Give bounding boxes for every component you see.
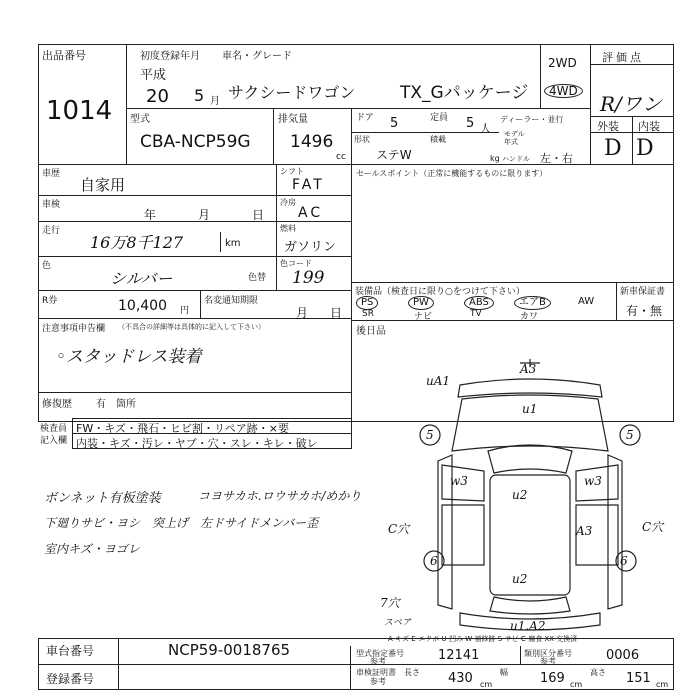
displacement-unit: cc	[336, 152, 346, 162]
class-no-sub: 参考	[540, 657, 556, 666]
damage-mark: u2	[512, 572, 528, 586]
score-ext-label: 外装	[597, 120, 619, 133]
spare-label: スペア	[384, 618, 412, 628]
mileage-unit: km	[225, 238, 241, 249]
color-label: 色	[42, 261, 52, 271]
damage-mark: 5	[426, 428, 434, 442]
damage-mark: uA1	[426, 374, 451, 388]
checker-label-1: 検査員	[40, 424, 68, 434]
len-label: 長さ	[404, 668, 420, 677]
mileage-value: 16万8千127	[90, 233, 184, 252]
doors-label: ドア	[356, 113, 374, 123]
damage-mark: 7穴	[380, 596, 400, 610]
hw-line-1b: コヨサカホ.ロウサカホ/めかり	[198, 489, 362, 503]
lot-label: 出品番号	[42, 49, 86, 62]
reg-era: 平成	[140, 68, 167, 83]
type-spec-label: 型式指定番号	[356, 649, 404, 658]
body-label: 形状	[354, 135, 370, 144]
equipment-item-sub: カワ	[520, 312, 539, 322]
recycle-value: 10,400	[118, 298, 167, 314]
damage-mark: w3	[584, 474, 602, 488]
equipment-item-sub: ナビ	[414, 312, 433, 322]
damage-mark: A3	[520, 362, 537, 376]
insp-year-unit: 年	[144, 208, 157, 222]
capacity-value: 5	[466, 116, 475, 131]
car-name: サクシードワゴン	[228, 83, 356, 102]
insp-month-unit: 月	[198, 208, 211, 222]
hw-line-3: 室内キズ・ヨゴレ	[44, 542, 140, 556]
damage-mark: 5	[626, 428, 634, 442]
dims-label: 車検証明書	[356, 668, 396, 677]
dealer-label: ディーラー・並行	[500, 115, 564, 124]
chassis-value: NCP59-0018765	[168, 641, 291, 659]
class-no-label: 類別区分番号	[524, 649, 572, 658]
equipment-row	[356, 296, 614, 320]
recycle-unit: 円	[180, 306, 190, 316]
warranty-value: 有・無	[626, 304, 663, 318]
handle-label: ハンドル	[502, 155, 530, 163]
damage-mark: u1.A2	[510, 619, 546, 633]
equipment-item: AW	[578, 296, 595, 307]
displacement-value: 1496	[290, 132, 334, 152]
reg-month: 5	[194, 86, 205, 105]
doors-value: 5	[390, 116, 399, 131]
usage-label: 車歴	[42, 169, 61, 179]
rear-label: 後日品	[356, 326, 386, 337]
hw-line-1: ボンネット有板塗装	[44, 491, 161, 506]
color-code-label: 色コード	[280, 259, 312, 268]
damage-mark: C穴	[642, 520, 664, 534]
equipment-item: エアB	[514, 296, 551, 310]
color-value: シルバー	[110, 269, 173, 288]
equipment-item: PS	[356, 296, 378, 310]
shift-label: シフト	[280, 167, 304, 176]
insp-day-unit: 日	[252, 208, 265, 222]
damage-mark: 6	[620, 554, 628, 568]
load-unit: kg	[490, 154, 500, 163]
fuel-value: ガソリン	[284, 240, 337, 255]
ac-value: AC	[298, 205, 324, 221]
registration-label: 登録番号	[46, 672, 95, 686]
type-spec-value: 12141	[438, 648, 480, 663]
drive-2wd: 2WD	[548, 56, 577, 70]
capacity-unit: 人	[480, 122, 491, 135]
chassis-label: 車台番号	[46, 644, 95, 658]
checker-row-1: FW・キズ・飛石・ヒビ割・リペア跡・×要	[76, 422, 289, 435]
reg-year-label: 初度登録年月	[140, 51, 200, 62]
fuel-label: 燃料	[280, 224, 296, 233]
score-ext: D	[604, 136, 622, 161]
checker-row-2: 内装・キズ・汚レ・ヤブ・穴・スレ・キレ・破レ	[76, 437, 318, 450]
displacement-label: 排気量	[278, 114, 308, 125]
wid-value: 169	[540, 671, 565, 686]
mileage-label: 走行	[42, 226, 61, 236]
car-name-label: 車名・グレード	[222, 51, 292, 62]
handle-value: 左・右	[540, 152, 573, 165]
color-code: 199	[292, 268, 325, 288]
color-no-label: 色替	[248, 273, 267, 283]
warranty-label: 新車保証書	[620, 287, 666, 297]
model-label: 型式	[130, 114, 150, 125]
damage-mark: A3	[576, 524, 593, 538]
hw-line-2: 下廻りサビ・ヨシ 突上げ 左ドサイドメンバー歪	[44, 516, 319, 530]
repair-value: 有	[96, 399, 106, 410]
equipment-item: ABS	[464, 296, 494, 310]
tax-day-unit: 日	[330, 306, 343, 320]
wid-unit: cm	[570, 680, 583, 689]
type-spec-sub: 参考	[370, 657, 386, 666]
repair-unit: 箇所	[116, 399, 136, 410]
score-int-label: 内装	[638, 120, 660, 133]
lot-number: 1014	[46, 96, 113, 126]
car-grade: TX_Gパッケージ	[400, 83, 529, 103]
notes-text: ◦スタッドレス装着	[56, 347, 202, 367]
hei-label: 高さ	[590, 668, 606, 677]
load-label: 積載	[430, 135, 446, 144]
damage-mark: C穴	[388, 522, 410, 536]
dims-sub: 参考	[370, 677, 386, 686]
equipment-item: PW	[408, 296, 434, 310]
score-label: 評価点	[602, 51, 644, 64]
score-int: D	[636, 136, 654, 161]
score-value: R/ワン	[600, 92, 662, 116]
class-no-value: 0006	[606, 648, 640, 663]
len-unit: cm	[480, 680, 493, 689]
damage-mark: 6	[430, 554, 438, 568]
usage-value: 自家用	[80, 176, 126, 194]
drive-4wd: 4WD	[544, 84, 583, 98]
sales-label: セールスポイント（正常に機能するものに限ります）	[356, 169, 548, 178]
damage-legend: A-キズ E-エクボ U-凹み W-補修跡 S-サビ C-腐食 XX-交換済	[388, 635, 578, 643]
model-year-label: モデル 年式	[504, 130, 525, 146]
equipment-item-sub: SR	[362, 309, 374, 319]
tax-month-unit: 月	[296, 306, 309, 320]
car-damage-diagram	[380, 355, 680, 635]
equipment-item-sub: TV	[470, 309, 482, 319]
capacity-label: 定員	[430, 113, 449, 123]
notes-sub: （不具合の詳細等は具体的に記入して下さい）	[118, 323, 265, 331]
damage-mark: u1	[522, 402, 538, 416]
len-value: 430	[448, 671, 473, 686]
notes-label: 注意事項申告欄	[42, 324, 106, 334]
recycle-label: R券	[42, 296, 58, 306]
hei-value: 151	[626, 671, 651, 686]
body-value: ステW	[376, 148, 412, 162]
reg-month-unit: 月	[210, 96, 220, 107]
ac-label: 冷房	[280, 198, 296, 207]
wid-label: 幅	[500, 668, 508, 677]
equipment-label: 装備品（検査日に限り○をつけて下さい）	[355, 287, 525, 297]
shift-value: FAT	[292, 177, 325, 193]
damage-mark: u2	[512, 488, 528, 502]
model-value: CBA-NCP59G	[140, 132, 251, 152]
reg-year: 20	[146, 86, 169, 107]
inspection-label: 車検	[42, 200, 61, 210]
checker-label-2: 記入欄	[40, 436, 68, 446]
repair-label: 修復歴	[42, 399, 72, 410]
damage-mark: w3	[450, 474, 468, 488]
tax-label: 名変通知期限	[204, 296, 259, 306]
hei-unit: cm	[656, 680, 669, 689]
